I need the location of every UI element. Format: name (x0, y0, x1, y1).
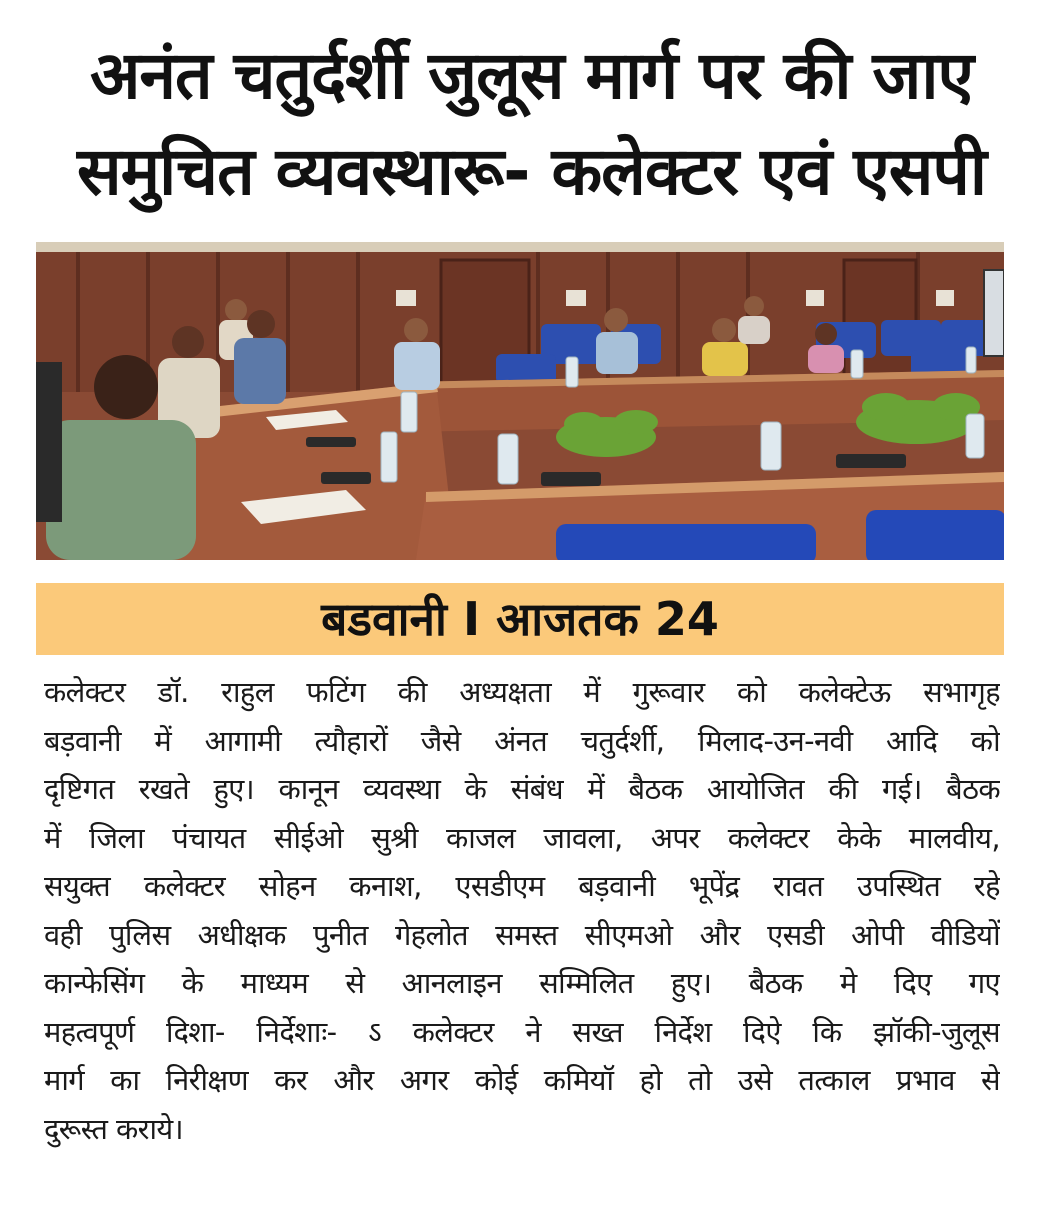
body-line-9: मार्ग का निरीक्षण कर और अगर कोई कमियॉ हो तो उसे तत्काल प्रभाव से (44, 1063, 1000, 1097)
body-line-10: दुरूस्त कराये। (44, 1111, 184, 1146)
body-line-5: सयुक्त कलेक्टर सोहन कनाश, एसडीएम बड़वानी भूपेंद्र रावत उपस्थित रहे (44, 869, 1000, 903)
body-line-7: कान्फेसिंग के माध्यम से आनलाइन सम्मिलित हुए। बैठक मे दिए गए (44, 966, 1000, 1000)
body-line-6: वही पुलिस अधीक्षक पुनीत गेहलोत समस्त सीएमओ और एसडी ओपी वीडियों (44, 917, 1000, 952)
body-line-4: में जिला पंचायत सीईओ सुश्री काजल जावला, अपर कलेक्टर केके मालवीय, (44, 820, 1000, 855)
dateline-band (36, 583, 1004, 655)
body-line-2: बड़वानी में आगामी त्यौहारों जैसे अंनत चतुर्दर्शी, मिलाद-उन-नवी आदि को (44, 723, 1000, 758)
body-line-1: कलेक्टर डॉ. राहुल फटिंग की अध्यक्षता में गुरूवार को कलेक्टेऊ सभागृह (44, 675, 1000, 709)
body-line-3: दृष्टिगत रखते हुए। कानून व्यवस्था के संबंध में बैठक आयोजित की गई। बैठक (44, 772, 1000, 806)
headline-line-1: अनंत चतुर्दर्शी जुलूस मार्ग पर की जाए (90, 37, 973, 114)
headline (0, 28, 1063, 220)
headline-line-2: समुचित व्यवस्थारू- कलेक्टर एवं एसपी (76, 133, 987, 210)
article-body (44, 668, 1000, 1153)
body-line-8: महत्वपूर्ण दिशा- निर्देशाः- ऽ कलेक्टर ने सख्त निर्देश दिऐ कि झॉकी-जुलूस (44, 1014, 1000, 1049)
dateline: बडवानी I आजतक 24 (321, 592, 719, 646)
meeting-photo (36, 242, 1004, 560)
